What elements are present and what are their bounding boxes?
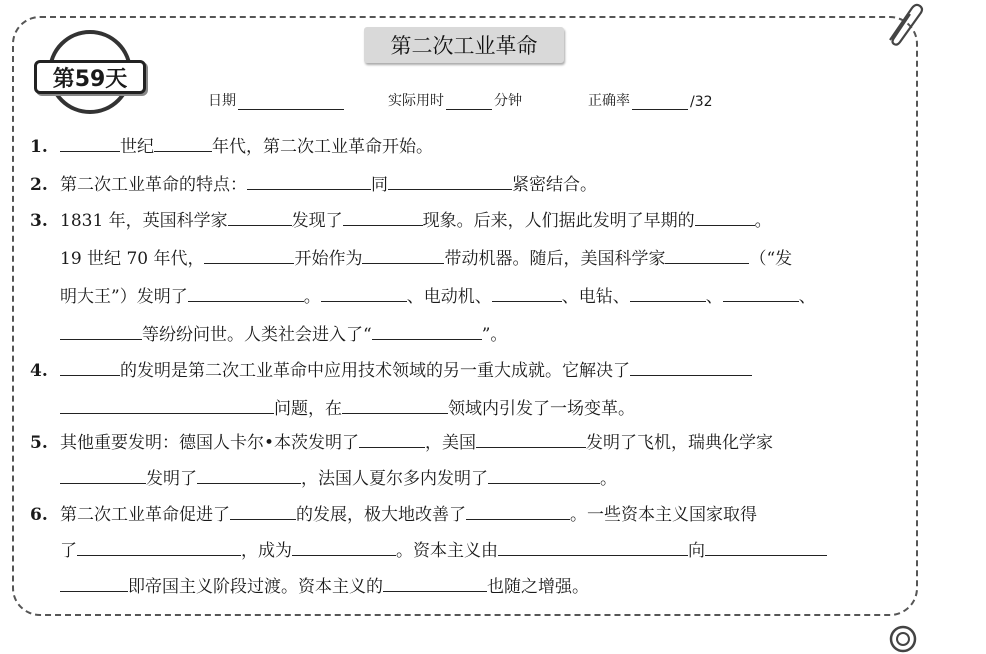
question-6 [30,496,757,534]
blank[interactable] [665,243,749,264]
question-4 [30,352,752,390]
question-number: 2. [30,175,48,195]
blank[interactable] [60,571,128,592]
blank[interactable] [154,131,212,152]
question-text: ，成为 [241,541,292,561]
day-badge [34,30,148,126]
date-field [208,90,346,110]
question-text: 其他重要发明：德国人卡尔•本茨发明了 [60,433,360,453]
question-number: 5. [30,433,48,453]
accuracy-blank[interactable] [632,95,688,110]
blank[interactable] [488,463,600,484]
page-title: 第二次工业革命 [364,27,564,63]
day-badge-label: 第59天 [34,60,146,94]
blank[interactable] [362,243,444,264]
question-text: 现象。后来，人们据此发明了早期的 [422,211,695,231]
question-text: 、电动机、 [406,287,492,307]
blank[interactable] [630,355,752,376]
accuracy-label: 正确率 [588,93,630,109]
question-text: 、 [798,287,816,307]
blank[interactable] [343,205,423,226]
question-text: 。 [600,469,617,489]
question-text: 、电钻、 [561,287,630,307]
blank[interactable] [342,393,448,414]
question-text: 。一些资本主义国家取得 [570,505,757,525]
question-6-line-2 [60,532,827,570]
blank[interactable] [60,355,120,376]
time-blank[interactable] [446,95,492,110]
question-text: 等纷纷问世。人类社会进入了“ [142,325,372,345]
blank[interactable] [492,281,562,302]
question-text: 了 [60,541,77,561]
blank[interactable] [188,281,304,302]
question-text: 带动机器。随后，美国科学家 [444,249,666,269]
blank[interactable] [60,131,120,152]
date-label: 日期 [208,93,236,109]
question-4-line-2 [60,390,635,428]
question-text: 开始作为 [294,249,363,269]
corner-ring-icon [888,624,918,654]
question-number: 3. [30,211,48,231]
question-text: （“发 [749,249,793,269]
question-5-line-2 [60,460,617,498]
blank[interactable] [466,499,570,520]
blank[interactable] [388,169,512,190]
question-3-line-2 [60,240,792,278]
question-text: 也随之增强。 [487,577,589,597]
question-5 [30,424,773,462]
blank[interactable] [247,169,371,190]
blank[interactable] [60,393,274,414]
question-text: 第二次工业革命的特点： [60,175,247,195]
question-text: 年代，第二次工业革命开始。 [212,137,433,157]
question-3 [30,202,772,240]
question-1 [30,128,433,166]
question-text: 19 世纪 70 年代， [60,249,205,269]
paperclip-icon [876,0,926,50]
blank[interactable] [228,205,292,226]
blank[interactable] [705,535,827,556]
blank[interactable] [723,281,799,302]
blank[interactable] [292,535,396,556]
blank[interactable] [77,535,241,556]
question-3-line-4 [60,316,507,354]
question-text: 。 [754,211,772,231]
question-text: 问题，在 [274,399,342,419]
blank[interactable] [204,243,294,264]
question-number: 6. [30,505,48,525]
time-field [388,90,522,110]
question-text: 发明了飞机，瑞典化学家 [586,433,774,453]
question-text: 明大王”）发明了 [60,287,188,307]
question-text: 即帝国主义阶段过渡。资本主义的 [128,577,383,597]
blank[interactable] [498,535,688,556]
blank[interactable] [476,427,586,448]
question-text: 1831 年，英国科学家 [60,211,228,231]
question-text: 。资本主义由 [396,541,498,561]
question-2 [30,166,597,204]
blank[interactable] [695,205,755,226]
accuracy-total: /32 [690,94,713,110]
accuracy-field [588,90,713,110]
question-text: 、 [705,287,723,307]
blank[interactable] [359,427,425,448]
minute-label: 分钟 [494,93,522,109]
question-6-line-3 [60,568,589,606]
blank[interactable] [321,281,407,302]
question-text: 第二次工业革命促进了 [60,505,230,525]
question-text: 同 [371,175,388,195]
blank[interactable] [197,463,301,484]
question-text: 。 [303,287,321,307]
question-text: 领域内引发了一场变革。 [448,399,635,419]
question-text: 向 [688,541,705,561]
blank[interactable] [372,319,482,340]
blank[interactable] [630,281,706,302]
question-text: ”。 [481,325,508,345]
question-text: 的发明是第二次工业革命中应用技术领域的另一重大成就。它解决了 [120,361,630,381]
question-number: 1. [30,137,48,157]
question-text: 世纪 [120,137,154,157]
date-blank[interactable] [238,95,344,110]
question-text: 的发展，极大地改善了 [296,505,466,525]
question-3-line-3 [60,278,816,316]
question-text: 发明了 [146,469,197,489]
time-label: 实际用时 [388,93,444,109]
blank[interactable] [383,571,487,592]
question-text: ，法国人夏尔多内发明了 [301,469,488,489]
question-text: 紧密结合。 [512,175,597,195]
blank[interactable] [60,319,142,340]
blank[interactable] [60,463,146,484]
question-text: 发现了 [291,211,343,231]
question-text: ，美国 [425,433,477,453]
blank[interactable] [230,499,296,520]
question-number: 4. [30,361,48,381]
